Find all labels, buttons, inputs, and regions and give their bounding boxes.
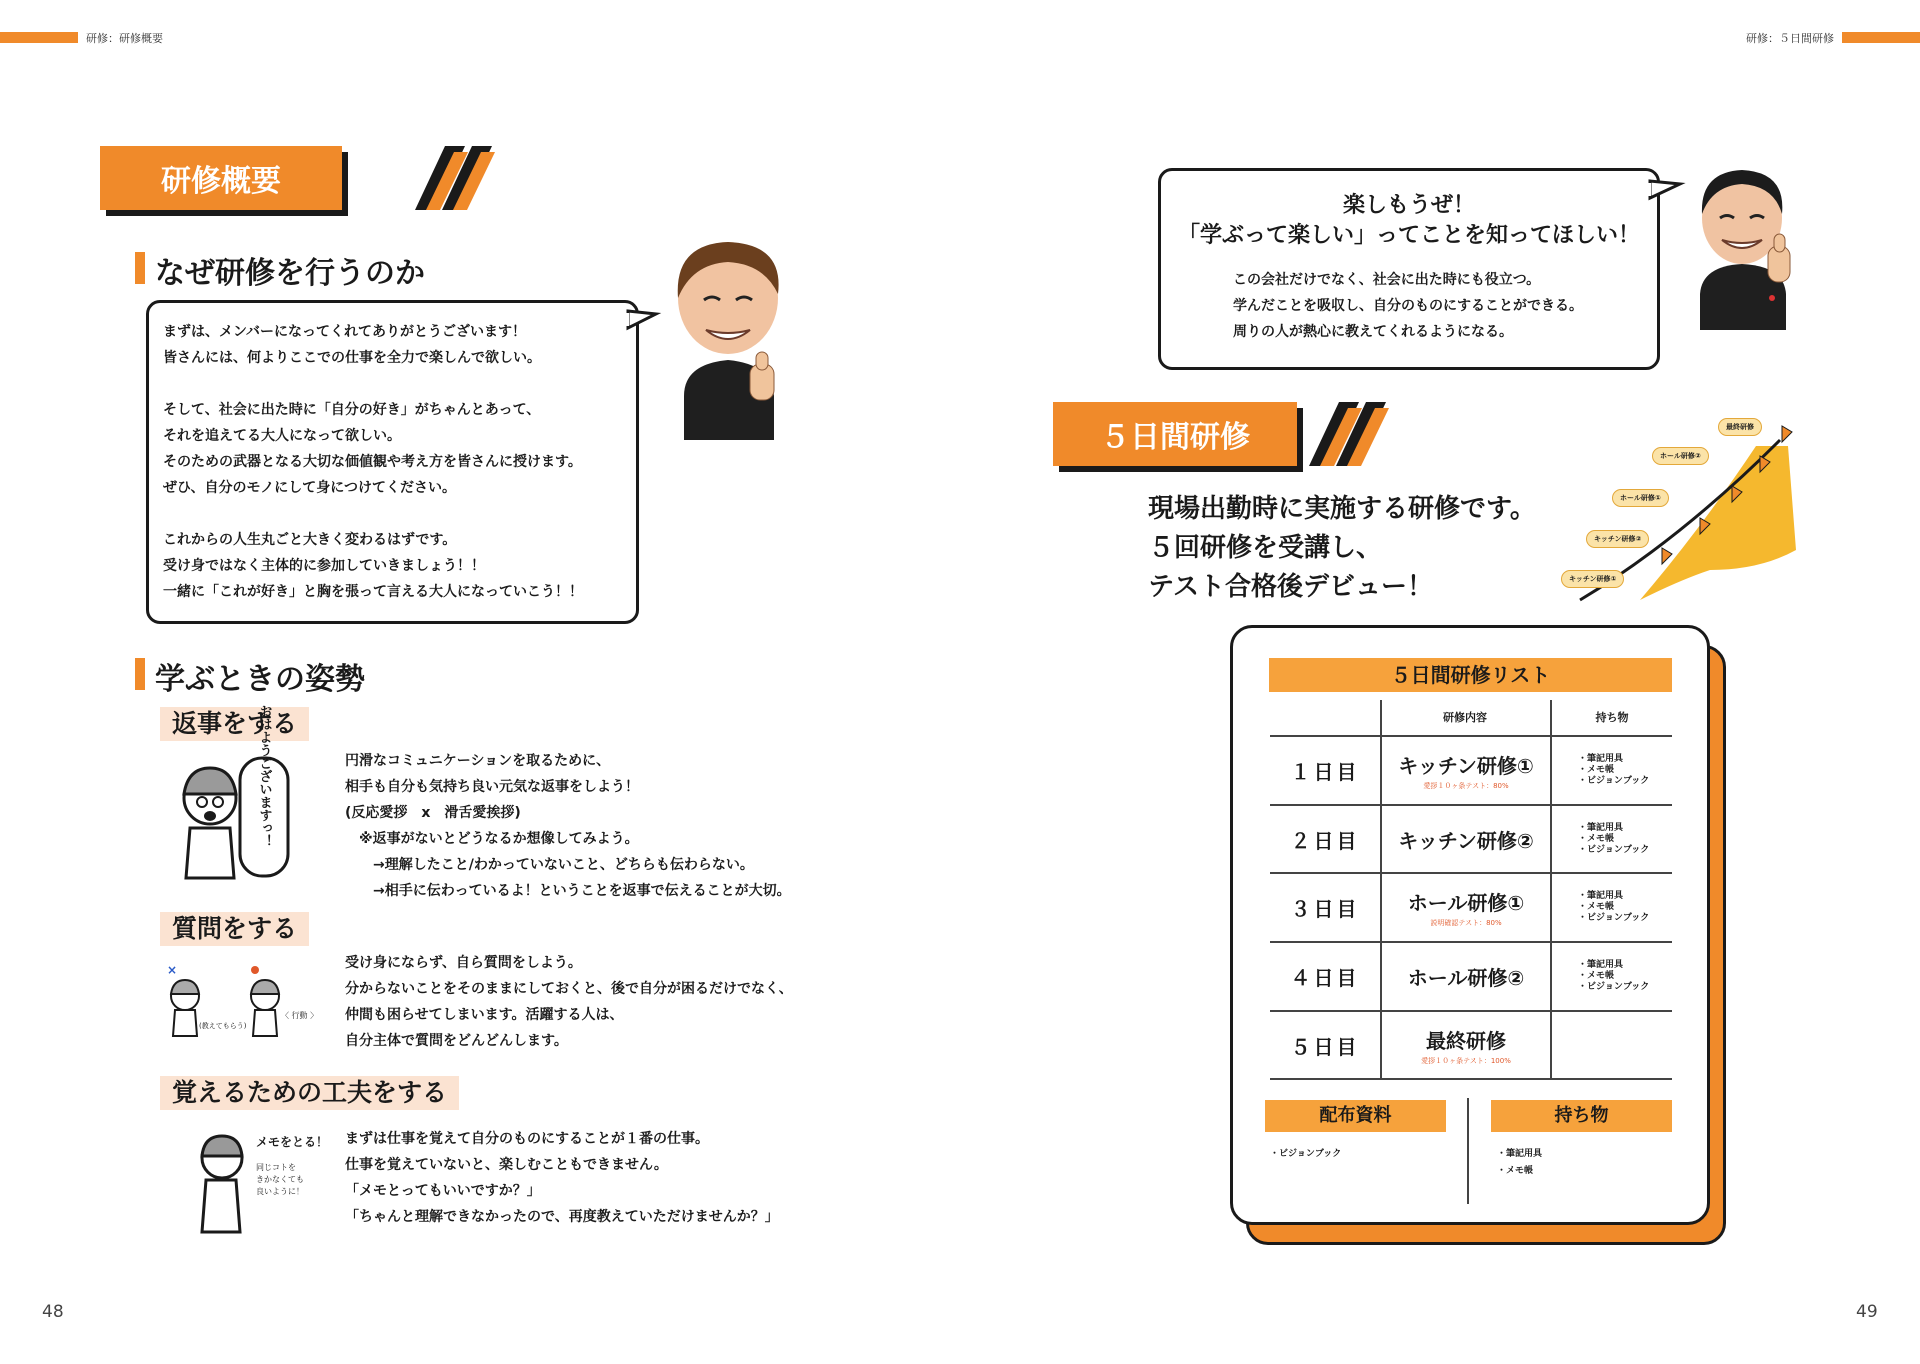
page-number-right: 49: [1856, 1302, 1878, 1322]
illustration-memo: [192, 1124, 329, 1236]
table-row-content: [1382, 806, 1550, 872]
row-item: ・メモ帳: [1578, 902, 1615, 912]
row-item: ・筆記用具: [1578, 891, 1624, 901]
header-label-right: 研修：５日間研修: [1746, 32, 1834, 45]
row-content-main: 最終研修: [1426, 1028, 1506, 1053]
speech-bubble-enjoy: [1158, 168, 1660, 370]
row-item: ・ビジョンブック: [1578, 913, 1650, 923]
why-line: 一緒に「これが好き」と胸を張って言える大人になっていこう！！: [163, 584, 583, 600]
question-line: 分からないことをそのままにしておくと、後で自分が困るだけでなく、: [345, 981, 793, 997]
banner-title-5day: ５日間研修: [1053, 402, 1297, 466]
belongings-list: [1497, 1146, 1542, 1180]
reply-line: →理解したこと/わかっていないこと、どちらも伝わらない。: [345, 857, 754, 873]
svg-text:×: ×: [167, 963, 178, 977]
belongings-item: ・メモ帳: [1497, 1166, 1534, 1176]
reply-line: 円滑なコミュニケーションを取るために、: [345, 753, 611, 769]
why-line: まずは、メンバーになってくれてありがとうございます！: [163, 324, 527, 340]
row-item: ・ビジョンブック: [1578, 776, 1650, 786]
step-pill-2: キッチン研修②: [1586, 530, 1649, 548]
step-pill-3: ホール研修①: [1612, 489, 1669, 507]
svg-text:きかなくても: きかなくても: [256, 1175, 304, 1184]
belongings-item: ・筆記用具: [1497, 1149, 1543, 1159]
row-content-note: 愛拶１０ヶ条テスト：100%: [1421, 1056, 1511, 1065]
question-line: 仲間も困らせてしまいます。活躍する人は、: [345, 1007, 624, 1023]
intro-line: 現場出勤時に実施する研修です。: [1148, 494, 1536, 524]
header-label-left: 研修：研修概要: [86, 32, 163, 45]
question-text: [345, 950, 793, 1054]
why-line: そして、社会に出た時に「自分の好き」がちゃんとあって、: [163, 402, 541, 418]
table-row-content: [1382, 943, 1550, 1010]
illustration-memo-title: メモをとる！: [256, 1135, 329, 1149]
banner-slash-decoration-5day: [1293, 402, 1463, 472]
row-item: ・メモ帳: [1578, 765, 1615, 775]
illustration-question-b: 〈 行動 〉: [281, 1011, 319, 1020]
row-item: ・ビジョンブック: [1578, 844, 1650, 855]
table-hline: [1270, 1078, 1672, 1080]
reply-line: ※返事がないとどうなるか想像してみよう。: [345, 831, 639, 847]
trainer-avatar-right: [1690, 166, 1802, 330]
row-content-main: キッチン研修①: [1398, 754, 1534, 778]
table-row-items: [1552, 874, 1672, 941]
memory-line: 「メモとってもいいですか？」: [345, 1183, 541, 1199]
tag-materials: 配布資料: [1265, 1100, 1446, 1132]
row-content-note: 愛拶１０ヶ条テスト：80%: [1423, 782, 1509, 790]
memory-line: まずは仕事を覚えて自分のものにすることが１番の仕事。: [345, 1131, 709, 1147]
bubble-tail-why: [628, 308, 658, 332]
table-row-content: [1382, 1012, 1550, 1078]
page-number-left: 48: [42, 1302, 64, 1322]
why-paragraph-list: [163, 319, 583, 605]
heading-learning-attitude: 学ぶときの姿勢: [135, 654, 365, 698]
intro-line: ５回研修を受講し、: [1148, 533, 1383, 563]
table-row-content: [1382, 874, 1550, 941]
step-pill-5: 最終研修: [1718, 418, 1762, 436]
step-pill-1: キッチン研修①: [1561, 570, 1624, 588]
heading-why-training: なぜ研修を行うのか: [135, 248, 425, 292]
bubble-enjoy-line: 周りの人が熱心に教えてくれるようになる。: [1233, 324, 1513, 340]
bubble-enjoy-line: 学んだことを吸収し、自分のものにすることができる。: [1233, 298, 1583, 314]
table-row-day: ４日目: [1290, 966, 1360, 990]
bubble-enjoy-title-line2: 「学ぶって楽しい」ってことを知ってほしい！: [1177, 223, 1640, 248]
table-row-day: ２日目: [1290, 828, 1360, 853]
pill-question: 質問をする: [160, 912, 309, 946]
intro-line: テスト合格後デビュー！: [1148, 572, 1433, 602]
svg-text:同じコトを: 同じコトを: [256, 1163, 296, 1172]
why-line: そのための武器となる大切な価値観や考え方を皆さんに授けます。: [163, 454, 582, 470]
col-head-content: 研修内容: [1443, 711, 1487, 724]
row-item: ・筆記用具: [1578, 822, 1624, 833]
speech-bubble-why: [146, 300, 639, 624]
table-row-items: [1552, 737, 1672, 804]
materials-list: [1270, 1146, 1341, 1163]
row-item: ・ビジョンブック: [1578, 982, 1650, 992]
why-line: ぜひ、自分のモノにして身につけてください。: [163, 480, 457, 496]
question-line: 受け身にならず、自ら質問をしよう。: [345, 955, 582, 971]
bubble-enjoy-line: この会社だけでなく、社会に出た時にも役立つ。: [1233, 272, 1541, 288]
table-title: ５日間研修リスト: [1269, 658, 1672, 692]
table-row-day: ５日目: [1290, 1034, 1360, 1059]
row-item: ・メモ帳: [1578, 833, 1615, 844]
materials-item: ・ビジョンブック: [1270, 1149, 1342, 1159]
reply-line: (反応愛拶 x 滑舌愛挨拶): [345, 805, 521, 821]
banner-title: 研修概要: [100, 146, 342, 210]
table-row-items: [1552, 806, 1672, 872]
why-line: それを追えてる大人になって欲しい。: [163, 428, 401, 444]
illustration-reply-speech: おはようございますっ！: [256, 704, 272, 848]
banner-slash-decoration: [340, 146, 510, 216]
table-row-content: [1382, 737, 1550, 804]
reply-text: [345, 748, 791, 904]
row-content-note: 説明確認テスト：80%: [1430, 919, 1502, 927]
row-item: ・筆記用具: [1578, 754, 1624, 764]
row-item: ・メモ帳: [1578, 971, 1615, 981]
tag-divider: [1467, 1098, 1469, 1204]
table-row-items: [1552, 943, 1672, 1010]
table-row-day: ３日目: [1290, 897, 1360, 921]
bubble-enjoy-list: [1233, 267, 1583, 345]
reply-line: 相手も自分も気持ち良い元気な返事をしよう！: [345, 779, 639, 795]
col-head-items: 持ち物: [1595, 711, 1629, 724]
question-line: 自分主体で質問をどんどんします。: [345, 1033, 568, 1049]
header-accent-bar-right: [1842, 32, 1920, 43]
reply-line: →相手に伝わっているよ！ということを返事で伝えることが大切。: [345, 883, 791, 899]
illustration-question: [165, 962, 321, 1038]
why-line: これからの人生丸ごと大きく変わるはずです。: [163, 532, 457, 548]
memory-line: 仕事を覚えていないと、楽しむこともできません。: [345, 1157, 668, 1173]
table-row-day: １日目: [1290, 760, 1360, 784]
bubble-tail-enjoy: [1650, 178, 1682, 202]
why-line: 受け身ではなく主体的に参加していきましょう！！: [163, 558, 485, 574]
trainer-avatar-left: [668, 236, 788, 440]
row-item: ・筆記用具: [1578, 960, 1624, 970]
intro-text: [1148, 490, 1536, 607]
row-content-main: ホール研修①: [1407, 891, 1525, 915]
row-content-main: ホール研修②: [1407, 966, 1525, 990]
pill-reply: 返事をする: [160, 707, 309, 741]
header-accent-bar-left: [0, 32, 78, 43]
memory-line: 「ちゃんと理解できなかったので、再度教えていただけませんか？」: [345, 1209, 779, 1225]
why-line: 皆さんには、何よりここでの仕事を全力で楽しんで欲しい。: [163, 350, 541, 366]
illustration-question-a: (教えてもらう): [199, 1022, 247, 1030]
tag-belongings: 持ち物: [1491, 1100, 1672, 1132]
pill-memory: 覚えるための工夫をする: [160, 1076, 459, 1110]
svg-text:良いように！: 良いように！: [256, 1187, 304, 1196]
row-content-main: キッチン研修②: [1398, 828, 1534, 853]
step-pill-4: ホール研修②: [1652, 447, 1709, 465]
bubble-enjoy-title-line1: 楽しもうぜ！: [1342, 193, 1475, 218]
memory-text: [345, 1126, 779, 1230]
bubble-enjoy-title: [1161, 191, 1657, 251]
